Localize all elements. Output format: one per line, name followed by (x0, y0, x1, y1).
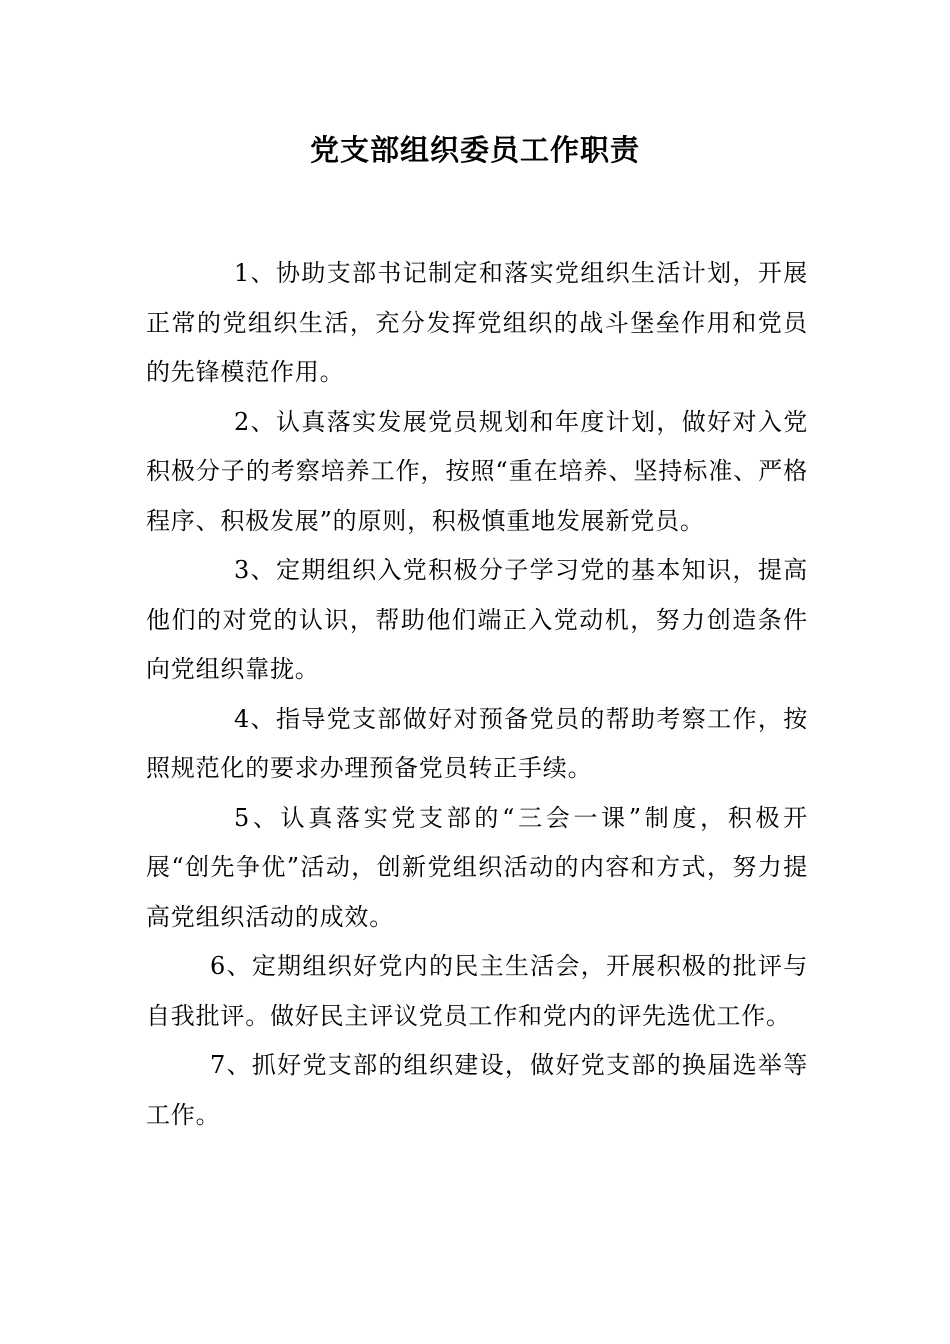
document-title: 党支部组织委员工作职责 (309, 133, 640, 167)
duty-paragraph-7: 7、抓好党支部的组织建设，做好党支部的换届选举等工作。 (146, 1051, 808, 1129)
duty-paragraph-3: 3、定期组织入党积极分子学习党的基本知识，提高他们的对党的认识，帮助他们端正入党动机，努力创造条件向党组织靠拢。 (146, 556, 808, 683)
duty-paragraph-2: 2、认真落实发展党员规划和年度计划，做好对入党积极分子的考察培养工作，按照“重在培养、坚持标准、严格程序、积极发展”的原则，积极慎重地发展新党员。 (146, 407, 808, 535)
duty-paragraph-6: 6、定期组织好党内的民主生活会，开展积极的批评与自我批评。做好民主评议党员工作和党内的评先选优工作。 (146, 952, 808, 1030)
duty-paragraph-1: 1、协助支部书记制定和落实党组织生活计划，开展正常的党组织生活，充分发挥党组织的战斗堡垒作用和党员的先锋模范作用。 (146, 259, 808, 386)
duty-paragraph-5: 5、认真落实党支部的“三会一课”制度，积极开展“创先争优”活动，创新党组织活动的内容和方式，努力提高党组织活动的成效。 (146, 803, 808, 931)
duty-paragraph-4: 4、指导党支部做好对预备党员的帮助考察工作，按照规范化的要求办理预备党员转正手续。 (146, 704, 808, 782)
document-body (146, 249, 808, 1140)
